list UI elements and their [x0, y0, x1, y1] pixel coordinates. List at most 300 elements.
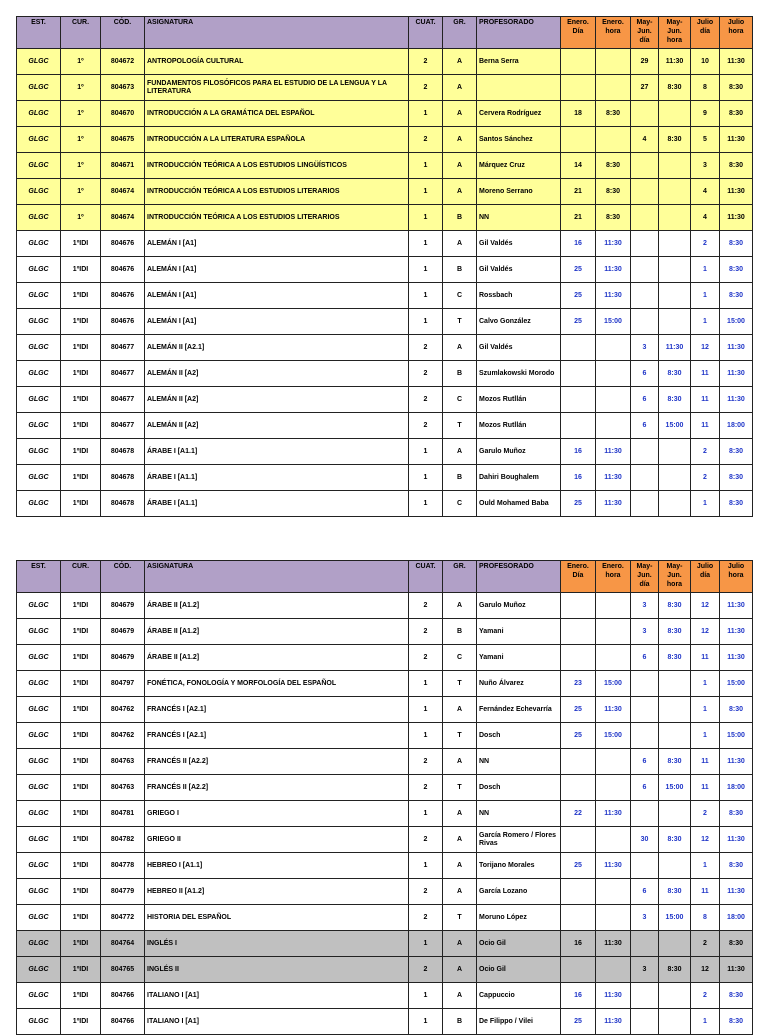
header-asignatura: ASIGNATURA [145, 561, 409, 593]
cell-julio-hora: 8:30 [720, 931, 753, 957]
cell-cod: 804762 [101, 723, 145, 749]
cell-profesorado: Dahiri Boughalem [477, 465, 561, 491]
cell-enero-hora [596, 387, 631, 413]
cell-asignatura: ITALIANO I [A1] [145, 983, 409, 1009]
cell-gr: B [443, 361, 477, 387]
cell-enero-dia [561, 49, 596, 75]
cell-cod: 804678 [101, 465, 145, 491]
cell-enero-dia [561, 335, 596, 361]
cell-enero-hora: 11:30 [596, 257, 631, 283]
cell-enero-dia [561, 827, 596, 853]
cell-profesorado: Cappuccio [477, 983, 561, 1009]
cell-julio-dia: 4 [691, 205, 720, 231]
table-row [17, 619, 753, 645]
cell-gr: A [443, 127, 477, 153]
cell-gr: A [443, 231, 477, 257]
cell-profesorado: Santos Sánchez [477, 127, 561, 153]
cell-cuat: 2 [409, 827, 443, 853]
cell-cur: 1º [61, 153, 101, 179]
cell-julio-dia: 11 [691, 749, 720, 775]
cell-julio-dia: 11 [691, 387, 720, 413]
cell-enero-hora: 15:00 [596, 671, 631, 697]
cell-mayjun-hora [659, 439, 691, 465]
cell-mayjun-dia [631, 1009, 659, 1035]
cell-enero-dia: 23 [561, 671, 596, 697]
cell-mayjun-hora [659, 153, 691, 179]
table-row [17, 465, 753, 491]
cell-cur: 1ºIDI [61, 957, 101, 983]
cell-julio-dia: 1 [691, 283, 720, 309]
cell-julio-dia: 1 [691, 723, 720, 749]
cell-cuat: 2 [409, 127, 443, 153]
cell-julio-dia: 3 [691, 153, 720, 179]
cell-asignatura: ALEMÁN II [A2.1] [145, 335, 409, 361]
header-mayjun-dia: May- Jun. día [631, 17, 659, 49]
cell-gr: A [443, 49, 477, 75]
cell-mayjun-dia: 6 [631, 361, 659, 387]
table-row [17, 257, 753, 283]
cell-mayjun-hora [659, 671, 691, 697]
cell-mayjun-hora: 8:30 [659, 645, 691, 671]
cell-profesorado: Ould Mohamed Baba [477, 491, 561, 517]
cell-profesorado: Yamani [477, 645, 561, 671]
cell-gr: A [443, 75, 477, 101]
cell-mayjun-hora: 8:30 [659, 879, 691, 905]
cell-julio-dia: 12 [691, 827, 720, 853]
cell-est: GLGC [17, 1009, 61, 1035]
cell-asignatura: FRANCÉS II [A2.2] [145, 749, 409, 775]
header-row [17, 561, 753, 593]
cell-mayjun-dia: 6 [631, 413, 659, 439]
table-row [17, 75, 753, 101]
cell-enero-dia: 25 [561, 283, 596, 309]
cell-asignatura: INTRODUCCIÓN TEÓRICA A LOS ESTUDIOS LITERARIOS [145, 179, 409, 205]
cell-cur: 1º [61, 75, 101, 101]
cell-enero-hora [596, 957, 631, 983]
table-row [17, 179, 753, 205]
cell-asignatura: ÁRABE I [A1.1] [145, 439, 409, 465]
exam-table-1 [16, 16, 753, 517]
cell-profesorado: Dosch [477, 775, 561, 801]
cell-julio-hora: 15:00 [720, 671, 753, 697]
cell-gr: A [443, 957, 477, 983]
cell-julio-hora: 8:30 [720, 801, 753, 827]
cell-cur: 1º [61, 101, 101, 127]
header-asignatura: ASIGNATURA [145, 17, 409, 49]
cell-asignatura: INTRODUCCIÓN A LA LITERATURA ESPAÑOLA [145, 127, 409, 153]
cell-julio-hora: 8:30 [720, 75, 753, 101]
cell-cod: 804673 [101, 75, 145, 101]
cell-cod: 804766 [101, 1009, 145, 1035]
cell-julio-hora: 11:30 [720, 827, 753, 853]
table-row [17, 205, 753, 231]
cell-gr: A [443, 153, 477, 179]
cell-cod: 804779 [101, 879, 145, 905]
cell-cur: 1ºIDI [61, 853, 101, 879]
cell-cuat: 1 [409, 853, 443, 879]
cell-julio-hora: 8:30 [720, 283, 753, 309]
cell-enero-dia: 16 [561, 983, 596, 1009]
cell-cur: 1ºIDI [61, 619, 101, 645]
cell-cuat: 1 [409, 491, 443, 517]
header-mayjun-dia: May- Jun. día [631, 561, 659, 593]
cell-mayjun-hora [659, 983, 691, 1009]
cell-est: GLGC [17, 101, 61, 127]
cell-profesorado: Gil Valdés [477, 231, 561, 257]
cell-enero-hora [596, 75, 631, 101]
cell-est: GLGC [17, 413, 61, 439]
cell-julio-dia: 12 [691, 619, 720, 645]
cell-est: GLGC [17, 283, 61, 309]
table-row [17, 749, 753, 775]
table-row [17, 931, 753, 957]
cell-mayjun-hora [659, 697, 691, 723]
cell-mayjun-hora: 8:30 [659, 593, 691, 619]
cell-cur: 1ºIDI [61, 827, 101, 853]
cell-cuat: 1 [409, 179, 443, 205]
cell-julio-hora: 8:30 [720, 983, 753, 1009]
header-cur: CUR. [61, 17, 101, 49]
cell-julio-hora: 11:30 [720, 205, 753, 231]
cell-mayjun-hora: 15:00 [659, 905, 691, 931]
cell-enero-hora: 11:30 [596, 801, 631, 827]
cell-cuat: 1 [409, 697, 443, 723]
cell-cod: 804670 [101, 101, 145, 127]
cell-cuat: 1 [409, 931, 443, 957]
cell-mayjun-hora [659, 309, 691, 335]
cell-gr: T [443, 309, 477, 335]
table-row [17, 153, 753, 179]
table-row [17, 827, 753, 853]
cell-mayjun-dia [631, 179, 659, 205]
cell-gr: A [443, 931, 477, 957]
cell-est: GLGC [17, 491, 61, 517]
cell-julio-hora: 8:30 [720, 465, 753, 491]
cell-cur: 1ºIDI [61, 879, 101, 905]
cell-est: GLGC [17, 723, 61, 749]
header-julio-dia: Julio día [691, 17, 720, 49]
cell-mayjun-hora [659, 853, 691, 879]
cell-mayjun-dia: 3 [631, 593, 659, 619]
cell-cod: 804677 [101, 335, 145, 361]
cell-cuat: 1 [409, 465, 443, 491]
cell-julio-hora: 8:30 [720, 101, 753, 127]
cell-est: GLGC [17, 205, 61, 231]
cell-enero-dia [561, 127, 596, 153]
cell-est: GLGC [17, 439, 61, 465]
cell-cuat: 1 [409, 153, 443, 179]
cell-enero-dia: 16 [561, 465, 596, 491]
cell-asignatura: ALEMÁN II [A2] [145, 361, 409, 387]
header-cuat: CUAT. [409, 17, 443, 49]
cell-enero-dia: 21 [561, 179, 596, 205]
cell-cuat: 1 [409, 983, 443, 1009]
cell-mayjun-dia: 3 [631, 905, 659, 931]
cell-mayjun-dia: 29 [631, 49, 659, 75]
cell-gr: B [443, 1009, 477, 1035]
header-mayjun-hora: May- Jun. hora [659, 561, 691, 593]
cell-enero-hora: 8:30 [596, 153, 631, 179]
cell-cuat: 1 [409, 283, 443, 309]
cell-cur: 1ºIDI [61, 231, 101, 257]
cell-est: GLGC [17, 983, 61, 1009]
cell-enero-dia [561, 905, 596, 931]
header-enero-dia: Enero. Día [561, 561, 596, 593]
cell-asignatura: FRANCÉS I [A2.1] [145, 723, 409, 749]
cell-asignatura: INTRODUCCIÓN TEÓRICA A LOS ESTUDIOS LINGÜÍSTICOS [145, 153, 409, 179]
cell-gr: A [443, 101, 477, 127]
cell-est: GLGC [17, 179, 61, 205]
cell-enero-hora: 11:30 [596, 491, 631, 517]
cell-asignatura: ALEMÁN II [A2] [145, 413, 409, 439]
cell-est: GLGC [17, 931, 61, 957]
cell-julio-dia: 12 [691, 957, 720, 983]
header-enero-hora: Enero. hora [596, 561, 631, 593]
cell-cuat: 2 [409, 361, 443, 387]
cell-enero-dia [561, 593, 596, 619]
cell-mayjun-dia: 30 [631, 827, 659, 853]
cell-cuat: 2 [409, 905, 443, 931]
cell-mayjun-dia: 3 [631, 335, 659, 361]
cell-gr: B [443, 205, 477, 231]
cell-mayjun-dia: 4 [631, 127, 659, 153]
cell-enero-hora [596, 905, 631, 931]
header-enero-hora: Enero. hora [596, 17, 631, 49]
cell-mayjun-hora: 15:00 [659, 775, 691, 801]
header-cur: CUR. [61, 561, 101, 593]
table-row [17, 335, 753, 361]
cell-cur: 1ºIDI [61, 283, 101, 309]
cell-cuat: 1 [409, 309, 443, 335]
cell-cur: 1ºIDI [61, 335, 101, 361]
cell-cod: 804676 [101, 257, 145, 283]
cell-gr: C [443, 491, 477, 517]
cell-mayjun-hora [659, 283, 691, 309]
cell-profesorado: Torijano Morales [477, 853, 561, 879]
cell-cod: 804764 [101, 931, 145, 957]
table-row [17, 1009, 753, 1035]
cell-asignatura: HEBREO II [A1.2] [145, 879, 409, 905]
cell-cuat: 2 [409, 619, 443, 645]
cell-enero-hora [596, 413, 631, 439]
cell-asignatura: ALEMÁN I [A1] [145, 231, 409, 257]
cell-julio-dia: 2 [691, 931, 720, 957]
cell-cod: 804782 [101, 827, 145, 853]
cell-gr: C [443, 387, 477, 413]
cell-gr: A [443, 439, 477, 465]
cell-mayjun-dia: 6 [631, 775, 659, 801]
cell-profesorado: Mozos Rutllán [477, 413, 561, 439]
cell-gr: B [443, 465, 477, 491]
cell-cuat: 2 [409, 593, 443, 619]
cell-mayjun-hora: 8:30 [659, 749, 691, 775]
cell-mayjun-dia [631, 205, 659, 231]
cell-cod: 804765 [101, 957, 145, 983]
cell-mayjun-hora [659, 1009, 691, 1035]
cell-cur: 1º [61, 205, 101, 231]
cell-cur: 1ºIDI [61, 593, 101, 619]
cell-mayjun-dia [631, 257, 659, 283]
cell-profesorado: Garulo Muñoz [477, 439, 561, 465]
cell-mayjun-dia [631, 231, 659, 257]
cell-enero-dia [561, 75, 596, 101]
cell-gr: A [443, 593, 477, 619]
cell-julio-hora: 8:30 [720, 439, 753, 465]
cell-est: GLGC [17, 257, 61, 283]
cell-cuat: 1 [409, 439, 443, 465]
cell-julio-dia: 1 [691, 257, 720, 283]
cell-est: GLGC [17, 801, 61, 827]
cell-julio-hora: 11:30 [720, 749, 753, 775]
cell-gr: T [443, 723, 477, 749]
cell-cuat: 1 [409, 257, 443, 283]
cell-julio-hora: 11:30 [720, 335, 753, 361]
cell-mayjun-dia: 27 [631, 75, 659, 101]
table-row [17, 309, 753, 335]
cell-enero-hora: 8:30 [596, 205, 631, 231]
cell-est: GLGC [17, 697, 61, 723]
cell-mayjun-hora: 11:30 [659, 335, 691, 361]
cell-julio-hora: 11:30 [720, 361, 753, 387]
cell-enero-dia: 16 [561, 231, 596, 257]
header-julio-hora: Julio hora [720, 561, 753, 593]
cell-cod: 804778 [101, 853, 145, 879]
cell-julio-hora: 11:30 [720, 645, 753, 671]
cell-profesorado: Berna Serra [477, 49, 561, 75]
cell-cuat: 1 [409, 231, 443, 257]
cell-mayjun-dia [631, 283, 659, 309]
cell-cod: 804772 [101, 905, 145, 931]
cell-enero-hora: 11:30 [596, 439, 631, 465]
cell-cur: 1ºIDI [61, 413, 101, 439]
cell-cur: 1ºIDI [61, 749, 101, 775]
cell-cod: 804679 [101, 593, 145, 619]
cell-mayjun-dia: 6 [631, 749, 659, 775]
cell-mayjun-dia: 3 [631, 957, 659, 983]
cell-enero-hora: 15:00 [596, 309, 631, 335]
cell-gr: A [443, 179, 477, 205]
header-est: EST. [17, 17, 61, 49]
cell-cuat: 1 [409, 723, 443, 749]
table-row [17, 957, 753, 983]
cell-cod: 804762 [101, 697, 145, 723]
header-mayjun-hora: May- Jun. hora [659, 17, 691, 49]
cell-cuat: 2 [409, 749, 443, 775]
table-row [17, 879, 753, 905]
cell-julio-hora: 18:00 [720, 775, 753, 801]
cell-julio-hora: 18:00 [720, 413, 753, 439]
cell-mayjun-dia: 6 [631, 387, 659, 413]
cell-cuat: 2 [409, 75, 443, 101]
cell-julio-hora: 11:30 [720, 49, 753, 75]
cell-cur: 1ºIDI [61, 387, 101, 413]
cell-profesorado: Szumlakowski Morodo [477, 361, 561, 387]
cell-enero-dia [561, 957, 596, 983]
cell-cur: 1ºIDI [61, 645, 101, 671]
header-gr: GR. [443, 561, 477, 593]
cell-enero-hora: 11:30 [596, 931, 631, 957]
cell-julio-dia: 11 [691, 645, 720, 671]
cell-asignatura: INTRODUCCIÓN A LA GRAMÁTICA DEL ESPAÑOL [145, 101, 409, 127]
cell-gr: A [443, 983, 477, 1009]
cell-mayjun-dia: 3 [631, 619, 659, 645]
cell-enero-dia: 25 [561, 723, 596, 749]
cell-asignatura: ÁRABE II [A1.2] [145, 645, 409, 671]
cell-julio-dia: 9 [691, 101, 720, 127]
cell-cod: 804677 [101, 413, 145, 439]
cell-est: GLGC [17, 645, 61, 671]
cell-est: GLGC [17, 335, 61, 361]
cell-cur: 1ºIDI [61, 257, 101, 283]
cell-julio-hora: 8:30 [720, 853, 753, 879]
cell-enero-dia: 25 [561, 1009, 596, 1035]
cell-profesorado: García Romero / Flores Rivas [477, 827, 561, 853]
cell-julio-hora: 11:30 [720, 179, 753, 205]
cell-profesorado: Gil Valdés [477, 257, 561, 283]
cell-enero-hora [596, 749, 631, 775]
table-row [17, 671, 753, 697]
cell-cur: 1ºIDI [61, 309, 101, 335]
cell-mayjun-hora [659, 205, 691, 231]
cell-cod: 804763 [101, 775, 145, 801]
cell-julio-hora: 8:30 [720, 491, 753, 517]
cell-asignatura: HISTORIA DEL ESPAÑOL [145, 905, 409, 931]
cell-cur: 1ºIDI [61, 775, 101, 801]
cell-cod: 804677 [101, 387, 145, 413]
cell-est: GLGC [17, 153, 61, 179]
cell-enero-dia: 22 [561, 801, 596, 827]
table-row [17, 361, 753, 387]
table-row [17, 491, 753, 517]
cell-asignatura: FRANCÉS I [A2.1] [145, 697, 409, 723]
cell-julio-dia: 12 [691, 593, 720, 619]
cell-enero-hora [596, 49, 631, 75]
cell-asignatura: INTRODUCCIÓN TEÓRICA A LOS ESTUDIOS LITERARIOS [145, 205, 409, 231]
cell-enero-dia [561, 879, 596, 905]
cell-mayjun-dia: 6 [631, 645, 659, 671]
cell-cur: 1ºIDI [61, 439, 101, 465]
cell-enero-hora: 11:30 [596, 983, 631, 1009]
cell-cuat: 2 [409, 879, 443, 905]
cell-est: GLGC [17, 853, 61, 879]
cell-est: GLGC [17, 749, 61, 775]
cell-mayjun-hora: 8:30 [659, 127, 691, 153]
cell-cuat: 1 [409, 1009, 443, 1035]
cell-cuat: 2 [409, 413, 443, 439]
cell-julio-dia: 1 [691, 1009, 720, 1035]
cell-profesorado: Fernández Echevarría [477, 697, 561, 723]
cell-julio-dia: 2 [691, 801, 720, 827]
cell-enero-dia: 25 [561, 257, 596, 283]
cell-cuat: 2 [409, 645, 443, 671]
header-cod: CÓD. [101, 561, 145, 593]
cell-est: GLGC [17, 905, 61, 931]
cell-julio-hora: 11:30 [720, 593, 753, 619]
cell-est: GLGC [17, 387, 61, 413]
cell-cuat: 1 [409, 101, 443, 127]
cell-mayjun-hora: 11:30 [659, 49, 691, 75]
cell-julio-dia: 8 [691, 905, 720, 931]
cell-julio-hora: 8:30 [720, 257, 753, 283]
cell-est: GLGC [17, 593, 61, 619]
cell-profesorado: Nuño Álvarez [477, 671, 561, 697]
cell-cod: 804672 [101, 49, 145, 75]
cell-profesorado: NN [477, 205, 561, 231]
cell-profesorado: García Lozano [477, 879, 561, 905]
table-row [17, 645, 753, 671]
cell-mayjun-dia [631, 465, 659, 491]
table-row [17, 853, 753, 879]
